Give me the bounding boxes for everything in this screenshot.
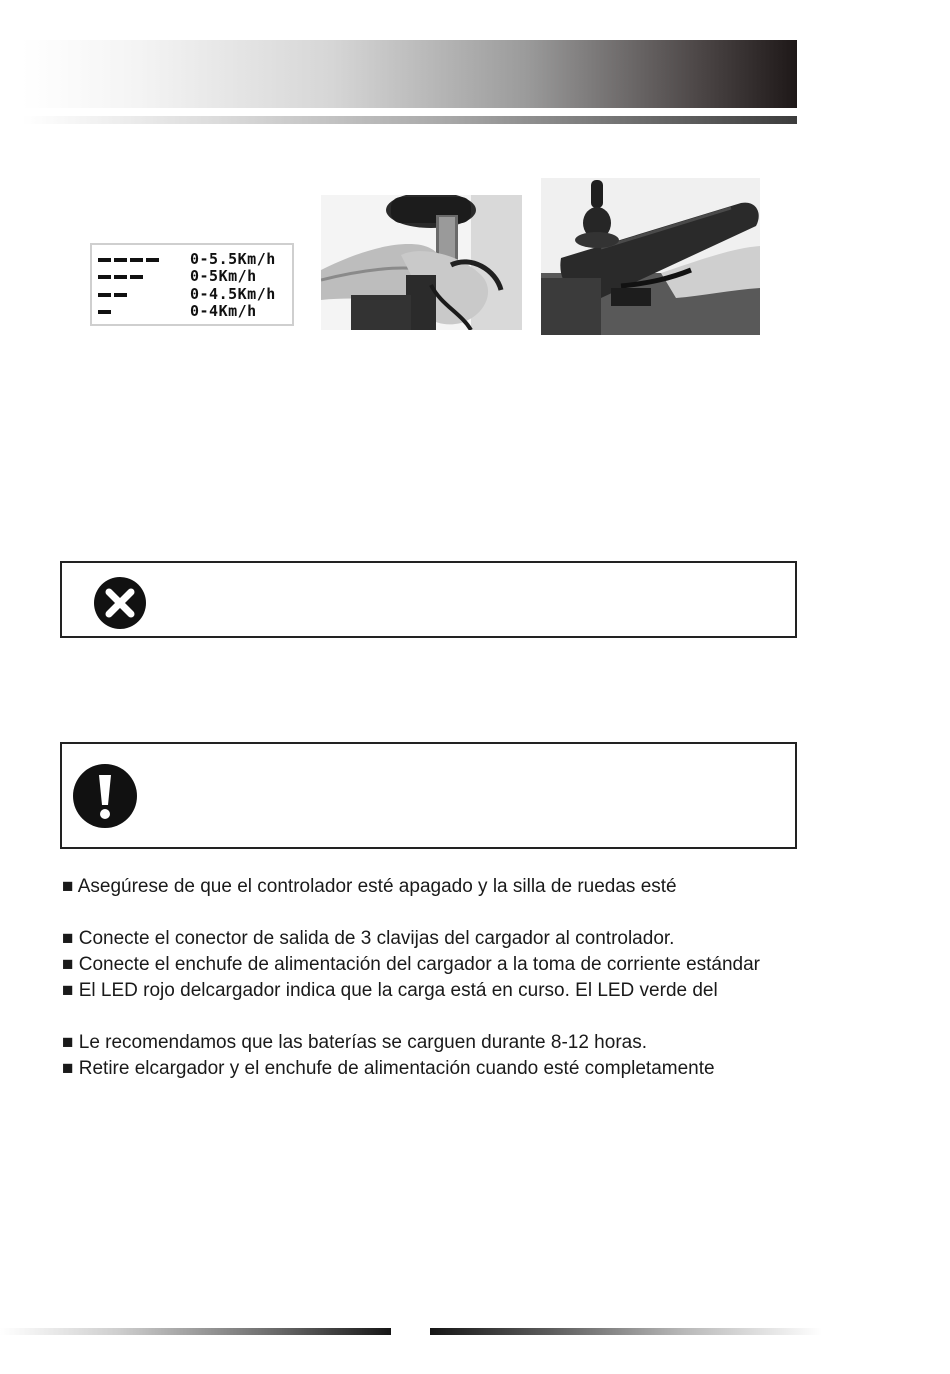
speed-value: 0-5Km/h [190, 267, 257, 285]
speed-row [98, 252, 288, 268]
speed-bars [98, 258, 159, 264]
speed-value: 0-4Km/h [190, 302, 257, 320]
header-rule [22, 116, 797, 124]
prohibition-notice-box [60, 561, 797, 638]
speed-row [98, 304, 288, 320]
footer-rule-right [430, 1328, 822, 1335]
list-item: ■ Conecte el enchufe de alimentación del cargador a la toma de corriente estándar [62, 954, 761, 975]
warning-exclamation-icon [72, 763, 138, 834]
list-item: ■ El LED rojo delcargador indica que la carga está en curso. El LED verde del [62, 980, 718, 1001]
speed-row [98, 269, 288, 285]
header-band [22, 40, 797, 108]
speed-row [98, 287, 288, 303]
photo-joystick-controller [541, 178, 760, 335]
list-item: ■ Conecte el conector de salida de 3 clavijas del cargador al controlador. [62, 928, 675, 949]
list-item: ■ Le recomendamos que las baterías se carguen durante 8-12 horas. [62, 1032, 647, 1053]
speed-bars [98, 275, 143, 281]
list-item: ■ Asegúrese de que el controlador esté apagado y la silla de ruedas esté [62, 876, 677, 897]
prohibition-x-icon [93, 576, 147, 635]
speed-bars [98, 310, 111, 316]
warning-notice-box [60, 742, 797, 849]
list-item: ■ Retire elcargador y el enchufe de alimentación cuando esté completamente [62, 1058, 715, 1079]
speed-value: 0-5.5Km/h [190, 250, 276, 268]
photo-charger-connection [321, 195, 522, 330]
speed-bars [98, 293, 127, 299]
speed-value: 0-4.5Km/h [190, 285, 276, 303]
footer-rule-left [0, 1328, 391, 1335]
speed-level-panel [90, 243, 294, 326]
